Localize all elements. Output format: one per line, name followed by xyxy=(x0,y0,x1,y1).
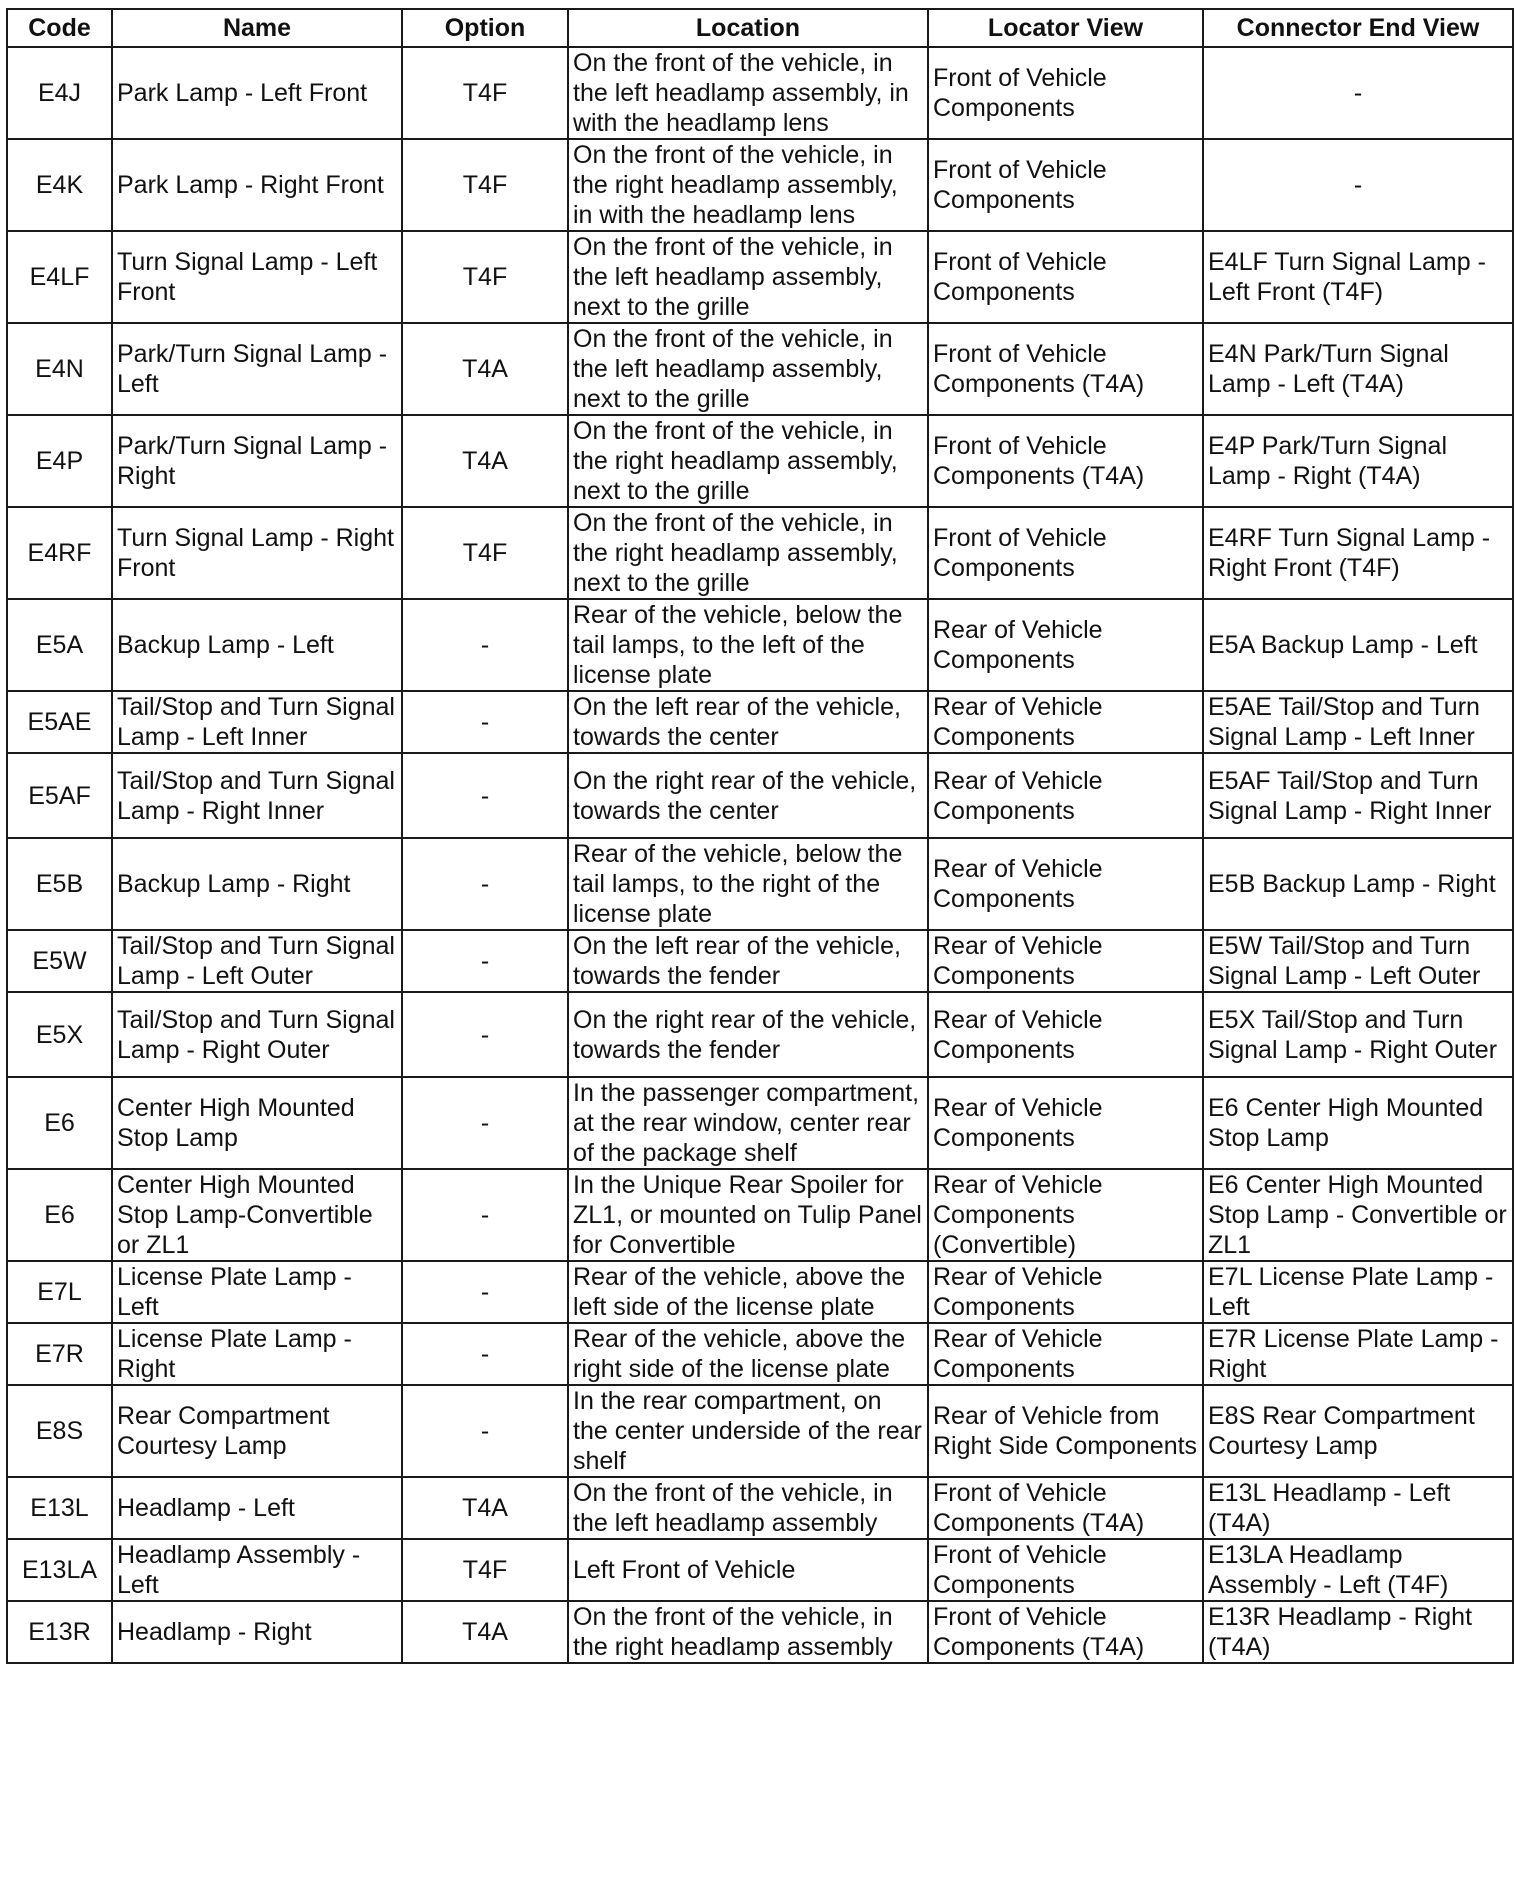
connector-end-view-cell: E5B Backup Lamp - Right xyxy=(1203,838,1513,930)
option-cell: T4F xyxy=(402,507,568,599)
table-row xyxy=(7,1261,1513,1323)
header-row xyxy=(7,9,1513,47)
name-cell: Park Lamp - Right Front xyxy=(112,139,402,231)
option-cell: T4F xyxy=(402,139,568,231)
location-cell: On the front of the vehicle, in the right headlamp assembly, next to the grille xyxy=(568,507,928,599)
connector-end-view-cell: E6 Center High Mounted Stop Lamp - Convertible or ZL1 xyxy=(1203,1169,1513,1261)
code-cell: E5AF xyxy=(7,753,112,838)
location-cell: In the Unique Rear Spoiler for ZL1, or mounted on Tulip Panel for Convertible xyxy=(568,1169,928,1261)
header-name: Name xyxy=(112,9,402,47)
name-cell: Tail/Stop and Turn Signal Lamp - Right Outer xyxy=(112,992,402,1077)
connector-end-view-cell: E8S Rear Compartment Courtesy Lamp xyxy=(1203,1385,1513,1477)
option-cell: - xyxy=(402,599,568,691)
code-cell: E5B xyxy=(7,838,112,930)
code-cell: E7L xyxy=(7,1261,112,1323)
locator-view-cell: Rear of Vehicle Components xyxy=(928,1077,1203,1169)
table-row xyxy=(7,415,1513,507)
option-cell: T4F xyxy=(402,231,568,323)
option-cell: - xyxy=(402,838,568,930)
option-cell: - xyxy=(402,992,568,1077)
connector-end-view-cell: E4P Park/Turn Signal Lamp - Right (T4A) xyxy=(1203,415,1513,507)
table-row xyxy=(7,753,1513,838)
connector-end-view-cell: E7R License Plate Lamp - Right xyxy=(1203,1323,1513,1385)
table-row xyxy=(7,992,1513,1077)
table-row xyxy=(7,1601,1513,1663)
option-cell: T4A xyxy=(402,415,568,507)
locator-view-cell: Rear of Vehicle Components xyxy=(928,1323,1203,1385)
header-locator-view: Locator View xyxy=(928,9,1203,47)
name-cell: Headlamp - Right xyxy=(112,1601,402,1663)
location-cell: On the right rear of the vehicle, towards the fender xyxy=(568,992,928,1077)
locator-view-cell: Front of Vehicle Components (T4A) xyxy=(928,1601,1203,1663)
header-location: Location xyxy=(568,9,928,47)
table-row xyxy=(7,599,1513,691)
location-cell: On the left rear of the vehicle, towards the fender xyxy=(568,930,928,992)
table-body xyxy=(7,47,1513,1663)
connector-end-view-cell: E6 Center High Mounted Stop Lamp xyxy=(1203,1077,1513,1169)
name-cell: Tail/Stop and Turn Signal Lamp - Left Inner xyxy=(112,691,402,753)
component-locator-table xyxy=(6,8,1514,1664)
code-cell: E4N xyxy=(7,323,112,415)
connector-end-view-cell: E4RF Turn Signal Lamp - Right Front (T4F) xyxy=(1203,507,1513,599)
connector-end-view-cell: E7L License Plate Lamp - Left xyxy=(1203,1261,1513,1323)
option-cell: - xyxy=(402,1077,568,1169)
location-cell: Rear of the vehicle, above the left side of the license plate xyxy=(568,1261,928,1323)
code-cell: E8S xyxy=(7,1385,112,1477)
code-cell: E4P xyxy=(7,415,112,507)
code-cell: E5W xyxy=(7,930,112,992)
table-row xyxy=(7,1323,1513,1385)
connector-end-view-cell: E5X Tail/Stop and Turn Signal Lamp - Right Outer xyxy=(1203,992,1513,1077)
name-cell: Park/Turn Signal Lamp - Left xyxy=(112,323,402,415)
name-cell: Backup Lamp - Right xyxy=(112,838,402,930)
code-cell: E4RF xyxy=(7,507,112,599)
connector-end-view-cell: E13R Headlamp - Right (T4A) xyxy=(1203,1601,1513,1663)
table-row xyxy=(7,838,1513,930)
connector-end-view-cell: E5AE Tail/Stop and Turn Signal Lamp - Left Inner xyxy=(1203,691,1513,753)
option-cell: - xyxy=(402,753,568,838)
table-row xyxy=(7,507,1513,599)
code-cell: E4LF xyxy=(7,231,112,323)
connector-end-view-cell: E13L Headlamp - Left (T4A) xyxy=(1203,1477,1513,1539)
locator-view-cell: Rear of Vehicle Components xyxy=(928,838,1203,930)
option-cell: T4F xyxy=(402,47,568,139)
name-cell: Turn Signal Lamp - Left Front xyxy=(112,231,402,323)
table-row xyxy=(7,47,1513,139)
connector-end-view-cell: E5AF Tail/Stop and Turn Signal Lamp - Right Inner xyxy=(1203,753,1513,838)
locator-view-cell: Front of Vehicle Components (T4A) xyxy=(928,415,1203,507)
table-row xyxy=(7,691,1513,753)
locator-view-cell: Front of Vehicle Components xyxy=(928,139,1203,231)
option-cell: T4A xyxy=(402,1477,568,1539)
location-cell: On the left rear of the vehicle, towards the center xyxy=(568,691,928,753)
connector-end-view-cell: E4N Park/Turn Signal Lamp - Left (T4A) xyxy=(1203,323,1513,415)
name-cell: Park/Turn Signal Lamp - Right xyxy=(112,415,402,507)
option-cell: - xyxy=(402,1169,568,1261)
code-cell: E5X xyxy=(7,992,112,1077)
code-cell: E13LA xyxy=(7,1539,112,1601)
locator-view-cell: Front of Vehicle Components (T4A) xyxy=(928,1477,1203,1539)
location-cell: Rear of the vehicle, below the tail lamps, to the left of the license plate xyxy=(568,599,928,691)
name-cell: Park Lamp - Left Front xyxy=(112,47,402,139)
option-cell: - xyxy=(402,691,568,753)
locator-view-cell: Rear of Vehicle Components xyxy=(928,992,1203,1077)
connector-end-view-cell: E13LA Headlamp Assembly - Left (T4F) xyxy=(1203,1539,1513,1601)
table-row xyxy=(7,1169,1513,1261)
option-cell: T4A xyxy=(402,1601,568,1663)
locator-view-cell: Rear of Vehicle Components xyxy=(928,599,1203,691)
location-cell: On the front of the vehicle, in the right headlamp assembly, in with the headlamp lens xyxy=(568,139,928,231)
name-cell: Tail/Stop and Turn Signal Lamp - Left Outer xyxy=(112,930,402,992)
name-cell: Center High Mounted Stop Lamp-Convertible or ZL1 xyxy=(112,1169,402,1261)
locator-view-cell: Front of Vehicle Components xyxy=(928,231,1203,323)
option-cell: T4A xyxy=(402,323,568,415)
table-row xyxy=(7,139,1513,231)
location-cell: In the rear compartment, on the center underside of the rear shelf xyxy=(568,1385,928,1477)
code-cell: E5A xyxy=(7,599,112,691)
location-cell: On the front of the vehicle, in the right headlamp assembly xyxy=(568,1601,928,1663)
locator-view-cell: Rear of Vehicle from Right Side Components xyxy=(928,1385,1203,1477)
option-cell: T4F xyxy=(402,1539,568,1601)
table-row xyxy=(7,1477,1513,1539)
code-cell: E6 xyxy=(7,1169,112,1261)
location-cell: On the front of the vehicle, in the left headlamp assembly, next to the grille xyxy=(568,323,928,415)
header-option: Option xyxy=(402,9,568,47)
connector-end-view-cell: E5W Tail/Stop and Turn Signal Lamp - Left Outer xyxy=(1203,930,1513,992)
locator-view-cell: Rear of Vehicle Components xyxy=(928,691,1203,753)
name-cell: Headlamp - Left xyxy=(112,1477,402,1539)
option-cell: - xyxy=(402,1261,568,1323)
header-connector-end-view: Connector End View xyxy=(1203,9,1513,47)
name-cell: Backup Lamp - Left xyxy=(112,599,402,691)
name-cell: Tail/Stop and Turn Signal Lamp - Right Inner xyxy=(112,753,402,838)
option-cell: - xyxy=(402,1385,568,1477)
connector-end-view-cell: E5A Backup Lamp - Left xyxy=(1203,599,1513,691)
header-code: Code xyxy=(7,9,112,47)
name-cell: Turn Signal Lamp - Right Front xyxy=(112,507,402,599)
name-cell: Center High Mounted Stop Lamp xyxy=(112,1077,402,1169)
code-cell: E4K xyxy=(7,139,112,231)
name-cell: License Plate Lamp - Left xyxy=(112,1261,402,1323)
location-cell: On the front of the vehicle, in the left headlamp assembly xyxy=(568,1477,928,1539)
locator-view-cell: Rear of Vehicle Components xyxy=(928,753,1203,838)
locator-view-cell: Rear of Vehicle Components (Convertible) xyxy=(928,1169,1203,1261)
locator-view-cell: Front of Vehicle Components xyxy=(928,47,1203,139)
locator-view-cell: Rear of Vehicle Components xyxy=(928,930,1203,992)
table-row xyxy=(7,1385,1513,1477)
table-row xyxy=(7,323,1513,415)
code-cell: E7R xyxy=(7,1323,112,1385)
code-cell: E5AE xyxy=(7,691,112,753)
location-cell: In the passenger compartment, at the rear window, center rear of the package shelf xyxy=(568,1077,928,1169)
location-cell: On the front of the vehicle, in the right headlamp assembly, next to the grille xyxy=(568,415,928,507)
locator-view-cell: Front of Vehicle Components xyxy=(928,1539,1203,1601)
code-cell: E13R xyxy=(7,1601,112,1663)
locator-view-cell: Front of Vehicle Components (T4A) xyxy=(928,323,1203,415)
code-cell: E6 xyxy=(7,1077,112,1169)
option-cell: - xyxy=(402,930,568,992)
table-row xyxy=(7,231,1513,323)
code-cell: E4J xyxy=(7,47,112,139)
name-cell: Rear Compartment Courtesy Lamp xyxy=(112,1385,402,1477)
location-cell: Rear of the vehicle, below the tail lamps, to the right of the license plate xyxy=(568,838,928,930)
code-cell: E13L xyxy=(7,1477,112,1539)
location-cell: On the front of the vehicle, in the left headlamp assembly, next to the grille xyxy=(568,231,928,323)
connector-end-view-cell: - xyxy=(1203,139,1513,231)
table-row xyxy=(7,930,1513,992)
table-row xyxy=(7,1077,1513,1169)
option-cell: - xyxy=(402,1323,568,1385)
connector-end-view-cell: E4LF Turn Signal Lamp - Left Front (T4F) xyxy=(1203,231,1513,323)
locator-view-cell: Rear of Vehicle Components xyxy=(928,1261,1203,1323)
location-cell: Left Front of Vehicle xyxy=(568,1539,928,1601)
location-cell: On the front of the vehicle, in the left headlamp assembly, in with the headlamp lens xyxy=(568,47,928,139)
name-cell: License Plate Lamp - Right xyxy=(112,1323,402,1385)
location-cell: Rear of the vehicle, above the right side of the license plate xyxy=(568,1323,928,1385)
locator-view-cell: Front of Vehicle Components xyxy=(928,507,1203,599)
connector-end-view-cell: - xyxy=(1203,47,1513,139)
location-cell: On the right rear of the vehicle, towards the center xyxy=(568,753,928,838)
table-row xyxy=(7,1539,1513,1601)
name-cell: Headlamp Assembly - Left xyxy=(112,1539,402,1601)
